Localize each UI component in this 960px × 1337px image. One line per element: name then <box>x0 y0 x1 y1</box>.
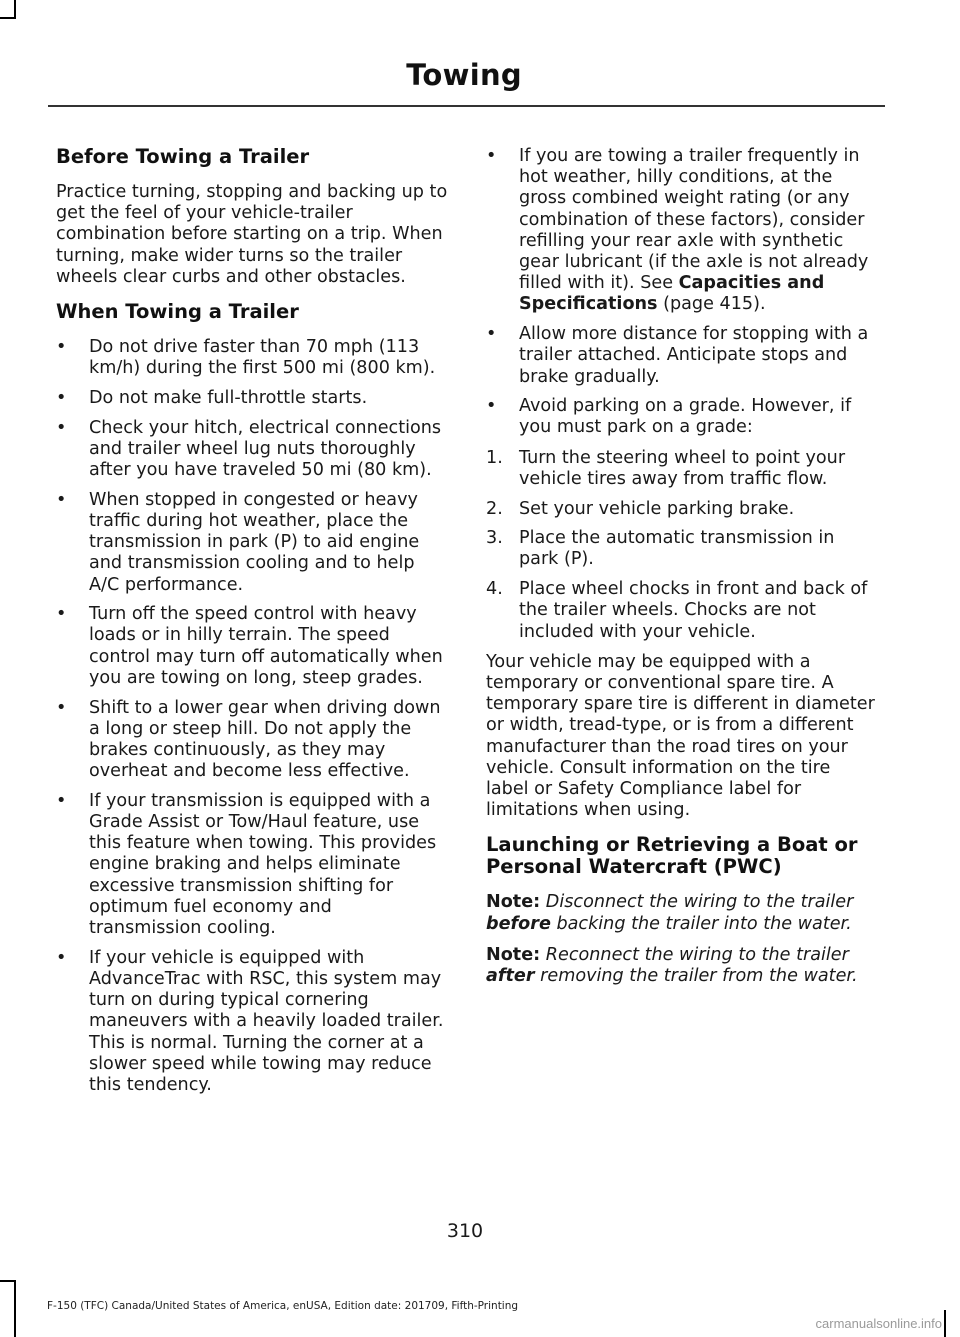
note-label: Note: <box>486 892 541 913</box>
step-text: Place the automatic transmission in park (P). <box>519 528 835 570</box>
note-text: Disconnect the wiring to the trailer <box>540 892 854 913</box>
list-item <box>56 948 448 1096</box>
bullet-marker: • <box>56 337 67 358</box>
list-item-text: Do not make full-throttle starts. <box>89 387 368 408</box>
bullet-marker: • <box>56 604 67 625</box>
note-text: Reconnect the wiring to the trailer <box>540 944 849 965</box>
note-emphasis: before <box>486 913 551 934</box>
section-heading: Launching or Retrieving a Boat or Personal Watercraft (PWC) <box>486 833 858 879</box>
list-item-text: Check your hitch, electrical connections and trailer wheel lug nuts thoroughly after you have traveled 50 mi (80 km). <box>89 417 442 481</box>
step-number: 1. <box>486 447 503 468</box>
crop-mark <box>0 1280 16 1282</box>
list-item <box>486 146 878 316</box>
bullet-marker: • <box>56 697 67 718</box>
list-item <box>56 791 448 939</box>
paragraph: Your vehicle may be equipped with a temporary or conventional spare tire. A temporary spare tire is different in diameter or width, tread-type, or is from a different manufacturer than the road tires on your vehicle. Consult information on the tire label or Safety Compliance label for limitations when using. <box>486 651 875 821</box>
bullet-marker: • <box>486 324 497 345</box>
step-number: 4. <box>486 579 503 600</box>
list-item-text: If your transmission is equipped with a Grade Assist or Tow/Haul feature, use this feature when towing. This provides engine braking and helps eliminate excessive transmission shifting for optimum fuel economy and transmission cooling. <box>89 790 437 939</box>
list-item-text: If you are towing a trailer frequently in hot weather, hilly conditions, at the gross combined weight rating (or any combination of these factors), consider refilling your rear axle with synthetic gear lubricant (if the axle is not already filled with it). See <box>519 146 869 294</box>
crop-mark <box>14 1280 16 1337</box>
step-text: Place wheel chocks in front and back of the trailer wheels. Chocks are not included with your vehicle. <box>519 579 868 642</box>
header-divider <box>48 105 885 107</box>
right-column <box>486 146 878 996</box>
page-title: Towing <box>406 58 522 92</box>
note <box>486 945 878 987</box>
step-item <box>486 528 878 570</box>
bullet-marker: • <box>56 790 67 811</box>
list-item-text: Turn off the speed control with heavy loads or in hilly terrain. The speed control may turn off automatically when you are towing on long, steep grades. <box>89 604 443 688</box>
list-item <box>486 324 878 388</box>
note-emphasis: after <box>486 966 535 986</box>
list-item <box>56 418 448 482</box>
bullet-marker: • <box>486 396 497 417</box>
list-item-text: Do not drive faster than 70 mph (113 km/h) during the first 500 mi (800 km). <box>89 337 436 379</box>
crop-mark <box>0 17 16 19</box>
page-reference: (page 415). <box>657 294 766 315</box>
list-item-text: Allow more distance for stopping with a trailer attached. Anticipate stops and brake gradually. <box>519 324 869 387</box>
edition-footer: F-150 (TFC) Canada/United States of America, enUSA, Edition date: 201709, Fifth-Printing <box>47 1300 519 1312</box>
list-item-text: Shift to a lower gear when driving down a long or steep hill. Do not apply the brakes continuously, as they may overheat and become less effective. <box>89 697 441 782</box>
list-item <box>56 698 448 783</box>
bullet-marker: • <box>56 417 67 438</box>
section-heading: Before Towing a Trailer <box>56 145 310 168</box>
step-text: Turn the steering wheel to point your vehicle tires away from traffic flow. <box>519 447 846 489</box>
left-column <box>56 146 448 1105</box>
bullet-list <box>56 337 448 1096</box>
list-item-text: When stopped in congested or heavy traffic during hot weather, place the transmission in park (P) to aid engine and transmission cooling and to help A/C performance. <box>89 489 420 595</box>
step-number: 3. <box>486 528 503 549</box>
note-text: backing the trailer into the water. <box>550 913 852 934</box>
bullet-marker: • <box>56 947 67 968</box>
note <box>486 892 878 934</box>
step-item <box>486 448 878 490</box>
bullet-list <box>486 146 878 439</box>
paragraph: Practice turning, stopping and backing up to get the feel of your vehicle-trailer combination before starting on a trip. When turning, make wider turns so the trailer wheels clear curbs and other obstacles. <box>56 182 448 287</box>
list-item <box>56 604 448 689</box>
list-item <box>56 388 448 409</box>
step-item <box>486 579 878 643</box>
list-item <box>56 490 448 596</box>
step-number: 2. <box>486 498 503 519</box>
note-text: removing the trailer from the water. <box>534 966 858 986</box>
bullet-marker: • <box>56 489 67 510</box>
crop-mark <box>14 0 16 18</box>
list-item <box>486 396 878 438</box>
list-item-text: Avoid parking on a grade. However, if you must park on a grade: <box>519 396 852 438</box>
bullet-marker: • <box>486 146 497 166</box>
page-number: 310 <box>446 1220 484 1242</box>
step-text: Set your vehicle parking brake. <box>519 498 795 519</box>
bullet-marker: • <box>56 387 67 408</box>
watermark: carmanualsonline.info <box>815 1316 942 1331</box>
section-heading: When Towing a Trailer <box>56 300 299 324</box>
crop-mark <box>944 1310 946 1337</box>
numbered-list <box>486 448 878 643</box>
list-item <box>56 337 448 379</box>
cross-reference-link[interactable]: Capacities and Specifications <box>519 273 825 315</box>
list-item-text: If your vehicle is equipped with AdvanceTrac with RSC, this system may turn on during typical cornering maneuvers with a heavily loaded trailer. This is normal. Turning the corner at a slower speed while towing may reduce this tendency. <box>89 947 444 1096</box>
note-label: Note: <box>486 944 541 965</box>
step-item <box>486 499 878 520</box>
